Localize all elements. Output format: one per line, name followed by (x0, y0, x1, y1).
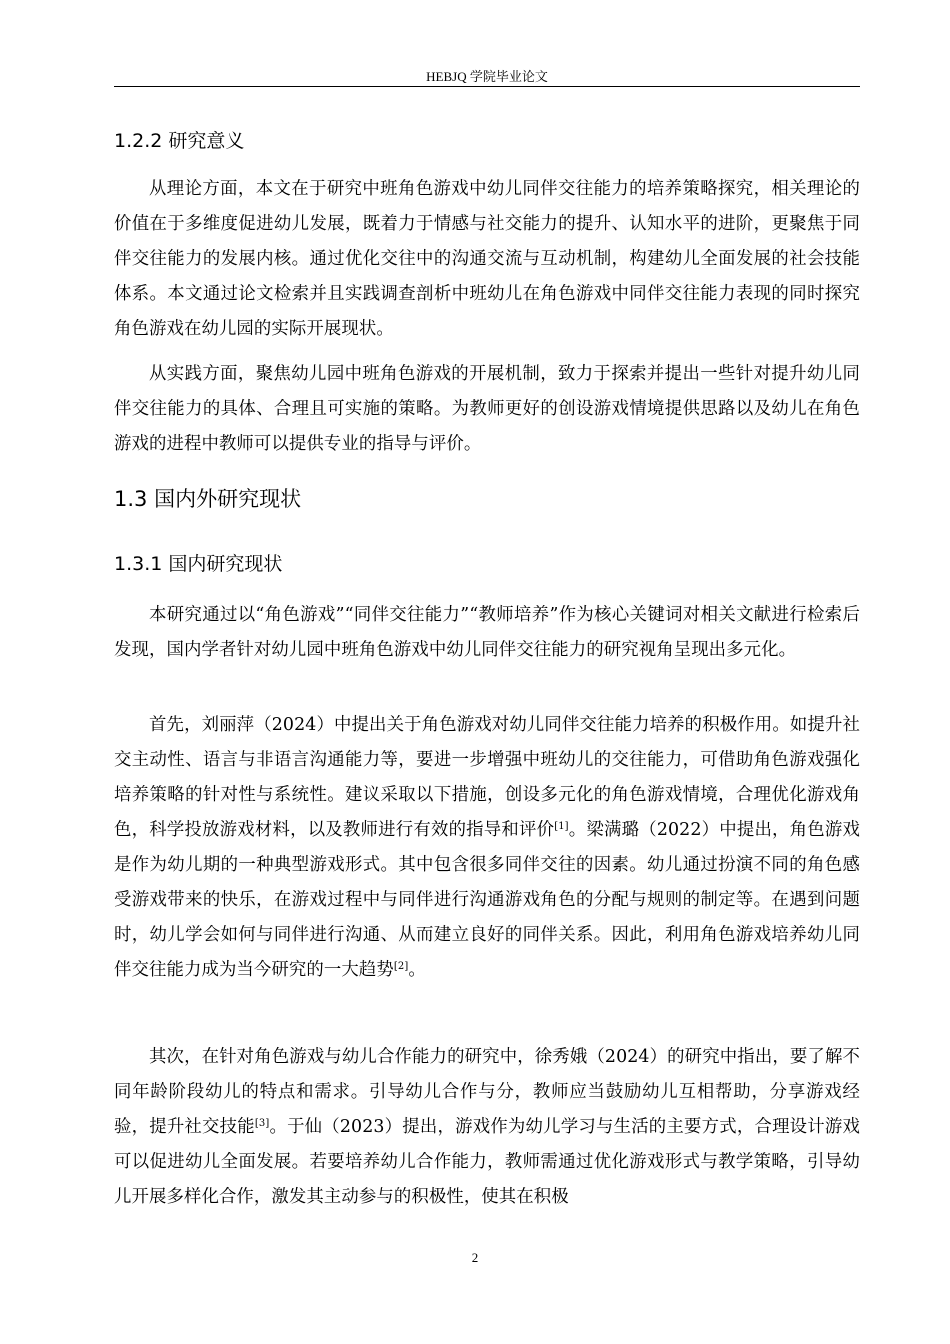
paragraph-second-text-a: 其次，在针对角色游戏与幼儿合作能力的研究中，徐秀娥（2024）的研究中指出，要了解不同年龄阶段幼儿的特点和需求。引导幼儿合作与分，教师应当鼓励幼儿互相帮助，分享游戏经验，提升社交技能 (114, 1047, 860, 1137)
running-header: HEBJQ 学院毕业论文 (426, 69, 548, 84)
paragraph-first-text-a: 首先，刘丽萍（2024）中提出关于角色游戏对幼儿同伴交往能力培养的积极作用。如提升社交主动性、语言与非语言沟通能力等，要进一步增强中班幼儿的交往能力，可借助角色游戏强化培养策略的针对性与系统性。建议采取以下措施，创设多元化的角色游戏情境，合理优化游戏角色，科学投放游戏材料，以及教师进行有效的指导和评价 (114, 715, 860, 840)
heading-1-2-2: 1.2.2 研究意义 (114, 130, 245, 152)
paragraph-first-text-c: 。 (408, 960, 426, 980)
citation-2: [2] (393, 961, 409, 972)
paragraph-second-text-b: 。于仙（2023）提出，游戏作为幼儿学习与生活的主要方式，合理设计游戏可以促进幼儿全面发展。若要培养幼儿合作能力，教师需通过优化游戏形式与教学策略，引导幼儿开展多样化合作，激发其主动参与的积极性，使其在积极 (114, 1117, 860, 1207)
paragraph-first-text-b: 。梁满璐（2022）中提出，角色游戏是作为幼儿期的一种典型游戏形式。其中包含很多同伴交往的因素。幼儿通过扮演不同的角色感受游戏带来的快乐，在游戏过程中与同伴进行沟通游戏角色的分配与规则的制定等。在遇到问题时，幼儿学会如何与同伴进行沟通、从而建立良好的同伴关系。因此，利用角色游戏培养幼儿同伴交往能力成为当今研究的一大趋势 (114, 820, 860, 980)
citation-3: [3] (254, 1118, 270, 1129)
paragraph-theory: 从理论方面，本文在于研究中班角色游戏中幼儿同伴交往能力的培养策略探究，相关理论的价值在于多维度促进幼儿发展，既着力于情感与社交能力的提升、认知水平的进阶，更聚焦于同伴交往能力的发展内核。通过优化交往中的沟通交流与互动机制，构建幼儿全面发展的社会技能体系。本文通过论文检索并且实践调查剖析中班幼儿在角色游戏中同伴交往能力表现的同时探究角色游戏在幼儿园的实际开展现状。 (114, 179, 860, 339)
page-number: 2 (471, 1250, 479, 1265)
paragraph-second (114, 1040, 860, 1215)
heading-1-3-1: 1.3.1 国内研究现状 (114, 553, 283, 575)
paragraph-practice: 从实践方面，聚焦幼儿园中班角色游戏的开展机制，致力于探索并提出一些针对提升幼儿同伴交往能力的具体、合理且可实施的策略。为教师更好的创设游戏情境提供思路以及幼儿在角色游戏的进程中教师可以提供专业的指导与评价。 (114, 364, 860, 454)
paragraph-first (114, 708, 860, 988)
header-rule (114, 86, 860, 87)
paragraph-domestic-intro: 本研究通过以“角色游戏”“同伴交往能力”“教师培养”作为核心关键词对相关文献进行检索后发现，国内学者针对幼儿园中班角色游戏中幼儿同伴交往能力的研究视角呈现出多元化。 (114, 605, 860, 660)
heading-1-3: 1.3 国内外研究现状 (114, 487, 302, 511)
citation-1: [1] (554, 821, 569, 832)
